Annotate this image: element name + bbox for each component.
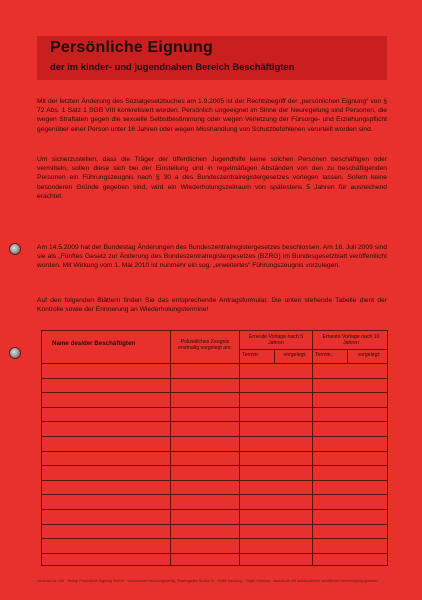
table-row xyxy=(42,451,387,452)
form-number: Vordruck-Nr. 128 xyxy=(37,579,64,583)
table-row xyxy=(42,494,387,495)
punch-hole-icon xyxy=(9,243,21,255)
table-header-first-submission: Polizeiliches Zeugnis erstmalig vorgelegt am: xyxy=(178,339,232,351)
table-row xyxy=(42,407,387,408)
table-column-divider xyxy=(239,331,240,565)
table-row xyxy=(42,553,387,554)
table-row xyxy=(42,392,387,393)
table-subheader-vorgelegt: vorgelegt: xyxy=(283,352,307,358)
table-header-renewal-10-years: Erneute Vorlage nach 10 Jahren xyxy=(322,334,380,346)
paragraph-instructions: Auf den folgenden Blättern finden Sie das entsprechende Antragsformular. Die unten stehende Tabelle dient der Kontrolle sowie der Erinnerung an Wiederholungstermine! xyxy=(37,297,387,314)
punch-hole-icon xyxy=(9,347,21,359)
paragraph-bzrg-change: Am 14.5.2009 hat der Bundestag Änderungen des Bundeszentralregistergesetzes beschlossen. Am 16. Juli 2009 sind sie als „Fünftes Gesetz zur Änderung des Bundeszentralregistergesetzes (BZRG) im Bundesgesetzblatt veröffentlicht worden. Mit Wirkung vom 1. Mai 2010 ist nunmehr ein sog. „erweitertes“ Führungszeugnis vorzulegen. xyxy=(37,244,387,270)
table-row xyxy=(42,538,387,539)
table-subheader-divider xyxy=(239,349,387,350)
table-row xyxy=(42,378,387,379)
table-row xyxy=(42,509,387,510)
table-row xyxy=(42,363,387,364)
page-title: Persönliche Eignung xyxy=(50,39,213,56)
table-header-name: Name des/der Beschäftigten xyxy=(52,340,136,347)
table-row xyxy=(42,465,387,466)
table-subheader-termin: Termin: xyxy=(315,352,333,358)
table-column-divider xyxy=(170,331,171,565)
table-row xyxy=(42,421,387,422)
table-row xyxy=(42,436,387,437)
control-table xyxy=(41,330,388,566)
table-row xyxy=(42,480,387,481)
table-subcolumn-divider xyxy=(274,349,275,363)
table-header-renewal-5-years: Erneute Vorlage nach 5 Jahren xyxy=(248,334,304,346)
table-row xyxy=(42,524,387,525)
paragraph-intro: Mit der letzten Änderung des Sozialgesetzbuches am 1.9.2005 ist der Rechtsbegriff der „persönlichen Eignung“ von § 72 Abs. 1 Satz 1 SGB VIII konkretisiert worden. Persönlich ungeeignet im Sinne der Neuregelung sind Personen, die wegen Straftaten gegen die sexuelle Selbstbestimmung oder wegen Verletzung der Fürsorge- und Erziehungspflicht gegenüber einer Person unter 16 Jahren oder wegen Misshandlung von Schutzbefohlenen verurteilt worden sind. xyxy=(37,98,387,133)
table-column-divider xyxy=(312,331,313,565)
publisher-imprint: Beleg: Persönliche Eignung 300/10 · Wissenswert Schulungsverlag, Rosengarten Straße 31, 22089 Hamburg · Origin-Verbund · Nachdruck mit ausdrücklicher schriftlicher Genehmigung gestattet xyxy=(68,579,378,583)
table-subcolumn-divider xyxy=(347,349,348,363)
table-subheader-termin: Termin: xyxy=(242,352,260,358)
paragraph-purpose: Um sicherzustellen, dass die Träger der öffentlichen Jugendhilfe keine solchen Personen beschäftigen oder vermitteln, sollen diese sich bei der Einstellung und in regelmäßigen Abständen von den zu beschäftigenden Personen ein Führungszeugnis nach § 30 a des Bundeszentralregistergesetzes vorlegen lassen. Sofern keine besonderen Gründe gegeben sind, wird ein Wiederholungszeitraum von spätestens 5 Jahren für ausreichend erachtet. xyxy=(37,156,387,200)
table-subheader-vorgelegt: vorgelegt: xyxy=(357,352,381,358)
page-subtitle: der im kinder- und jugendnahen Bereich Beschäftigten xyxy=(50,61,295,72)
